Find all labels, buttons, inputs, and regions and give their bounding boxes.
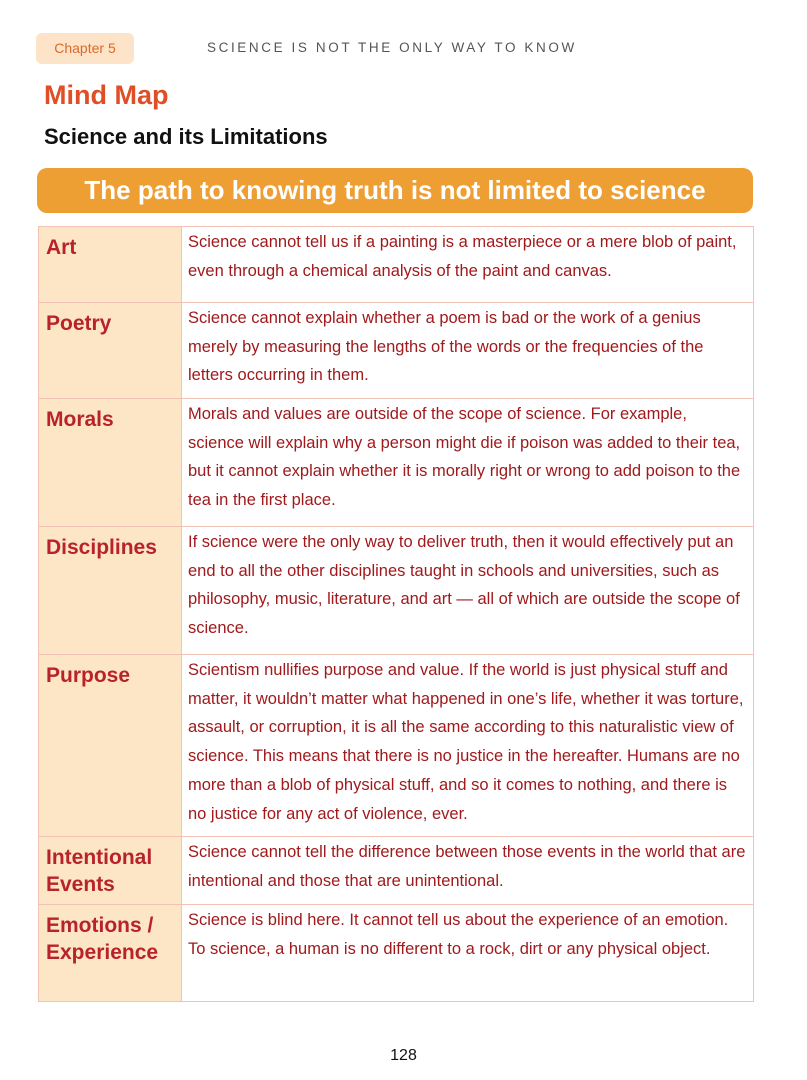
mind-map-table: [38, 226, 754, 1002]
row-label: Art: [39, 227, 182, 302]
table-row: [39, 399, 753, 527]
row-text: Science is blind here. It cannot tell us about the experience of an emotion. To science, a human is no different to a rock, dirt or any physical object.: [188, 911, 729, 958]
table-row: [39, 905, 753, 1002]
row-text: Scientism nullifies purpose and value. If the world is just physical stuff and matter, it wouldn’t matter what happened in one’s life, whether it was torture, assault, or corruption, it is all the same according to this naturalistic view of science. This means that there is no justice in the hereafter. Humans are no more than a blob of physical stuff, and so it comes to nothing, and there is no justice for any act of violence, ever.: [188, 661, 744, 823]
page-title: Mind Map: [44, 80, 169, 110]
chapter-badge: Chapter 5: [36, 33, 134, 64]
table-row: [39, 527, 753, 655]
running-header: SCIENCE IS NOT THE ONLY WAY TO KNOW: [207, 40, 577, 55]
row-label: Disciplines: [39, 527, 182, 654]
row-text: Science cannot tell the difference between those events in the world that are intentional and those that are unintentional.: [188, 843, 746, 890]
row-label: Morals: [39, 399, 182, 526]
page-number: 128: [390, 1047, 417, 1064]
page-subtitle: Science and its Limitations: [44, 124, 328, 149]
row-text: Science cannot tell us if a painting is a masterpiece or a mere blob of paint, even through a chemical analysis of the paint and canvas.: [188, 233, 737, 280]
row-label: Emotions / Experience: [39, 905, 182, 1001]
row-text: Science cannot explain whether a poem is bad or the work of a genius merely by measuring the lengths of the words or the frequencies of the letters occurring in them.: [188, 309, 704, 385]
row-label: Intentional Events: [39, 837, 182, 904]
row-label: Purpose: [39, 655, 182, 836]
row-label: Poetry: [39, 303, 182, 398]
banner-heading: The path to knowing truth is not limited to science: [37, 168, 753, 213]
row-text: If science were the only way to deliver truth, then it would effectively put an end to all the other disciplines taught in schools and universities, such as philosophy, music, literature, and art — all of which are outside the scope of science.: [188, 533, 740, 638]
table-row: [39, 227, 753, 303]
row-text: Morals and values are outside of the scope of science. For example, science will explain why a person might die if poison was added to their tea, but it cannot explain whether it is morally right or wrong to add poison to the tea in the first place.: [188, 405, 741, 510]
table-row: [39, 837, 753, 905]
table-row: [39, 303, 753, 399]
table-row: [39, 655, 753, 837]
